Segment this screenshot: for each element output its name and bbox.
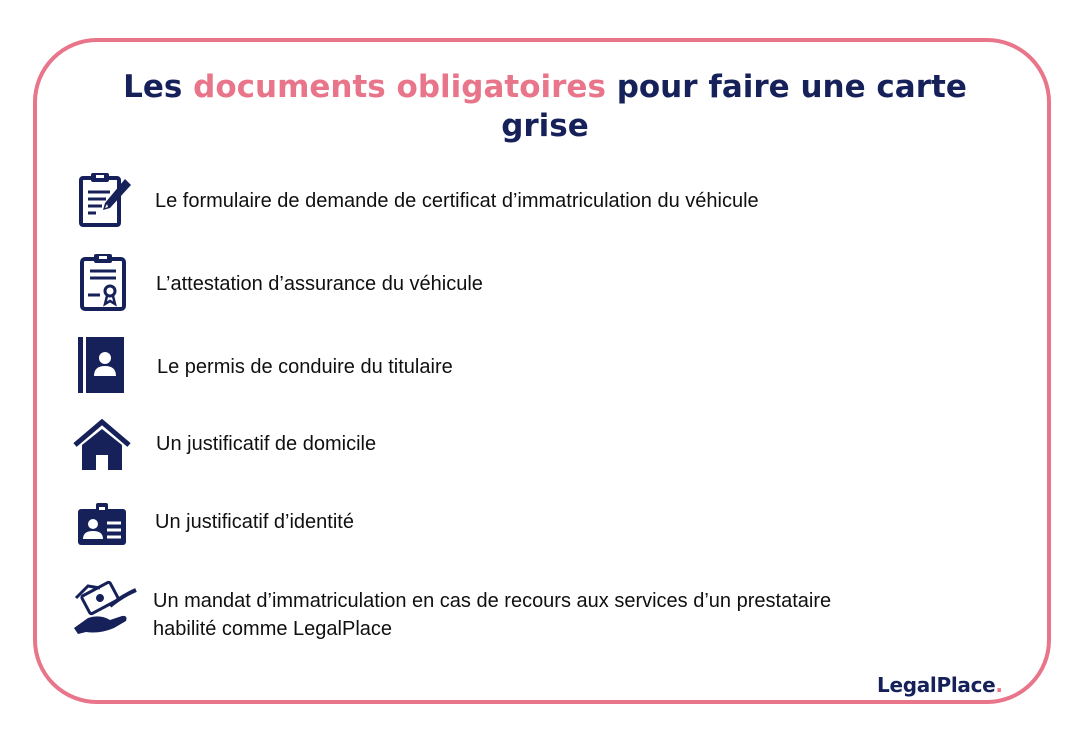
title-part-2: pour faire une carte grise [501,69,967,144]
license-book-icon [78,337,124,393]
brand-dot: . [995,673,1003,697]
id-card-icon [78,503,126,545]
item-text-6 [153,587,831,643]
item-text-3: Le permis de conduire du titulaire [157,356,453,378]
brand-name: LegalPlace [877,673,996,697]
house-icon [72,418,132,472]
title-accent: documents obligatoires [193,69,606,105]
hand-money-icon [70,578,140,636]
item-text-1: Le formulaire de demande de certificat d’immatriculation du véhicule [155,190,759,212]
item-text-2: L’attestation d’assurance du véhicule [156,273,483,295]
page-title [100,68,990,146]
brand-logo [877,673,1003,697]
item-text-6-line-2: habilité comme LegalPlace [153,618,393,640]
item-text-5: Un justificatif d’identité [155,511,354,533]
item-text-6-line-1: Un mandat d’immatriculation en cas de recours aux services d’un prestataire [153,590,832,612]
form-pen-icon [78,172,134,228]
certificate-icon [80,253,126,311]
title-part-1: Les [123,69,194,105]
item-text-4: Un justificatif de domicile [156,433,377,455]
